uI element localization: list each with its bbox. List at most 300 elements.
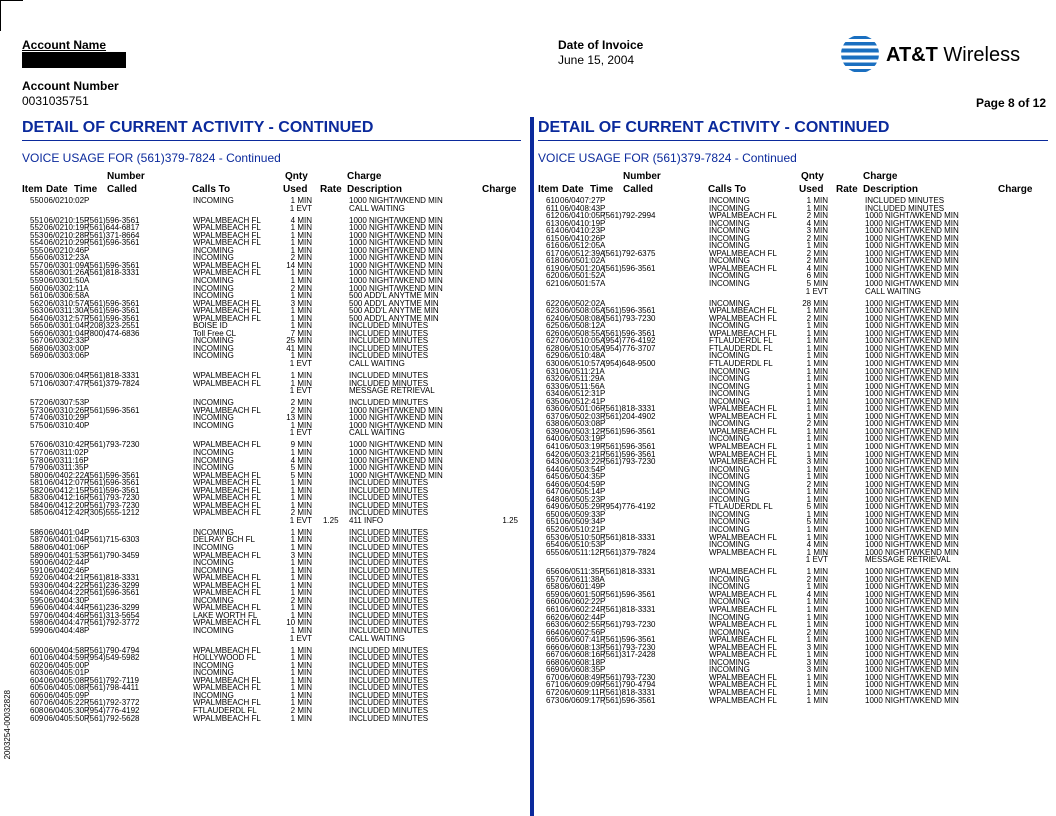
cell-date: 06/05 — [560, 434, 581, 444]
col-rate: Rate — [320, 184, 342, 195]
cell-time: 02:11A — [64, 283, 89, 293]
cell-calls-to: INCOMING — [193, 283, 234, 293]
cell-calls-to: INCOMING — [709, 256, 750, 266]
cell-item: 593 — [30, 580, 44, 590]
cell-called-number: (561)792-3772 — [87, 618, 140, 628]
cell-time: 02:55P — [580, 620, 606, 630]
cell-called-number: (561)818-3331 — [603, 604, 656, 614]
cell-date: 06/04 — [560, 211, 581, 221]
cell-item: 636 — [546, 404, 560, 414]
cell-qty-used: 1 MIN — [290, 447, 312, 457]
cell-called-number: (561)596-3561 — [603, 589, 656, 599]
cell-date: 06/03 — [44, 371, 65, 381]
cell-date: 06/04 — [44, 580, 65, 590]
cell-item: 561 — [30, 291, 44, 301]
cell-called-number: (561)793-7230 — [87, 440, 140, 450]
cell-description: INCLUDED MINUTES — [349, 690, 429, 700]
cell-qty-used: 1 MIN — [806, 532, 828, 542]
cell-time: 01:04P — [64, 535, 90, 545]
cell-calls-to: INCOMING — [709, 657, 750, 667]
cell-calls-to: INCOMING — [193, 447, 234, 457]
right-section-rule — [538, 140, 1048, 141]
cell-calls-to: INCOMING — [193, 343, 234, 353]
cell-item: 672 — [546, 688, 560, 697]
cell-description: 1000 NIGHT/WKEND MIN — [349, 223, 443, 233]
cell-date: 06/05 — [560, 411, 581, 421]
cell-time: 12:15P — [64, 485, 90, 495]
cell-item: 633 — [546, 381, 560, 391]
cell-qty-used: 2 MIN — [806, 211, 828, 221]
cell-date: 06/06 — [560, 627, 581, 637]
cell-item: 615 — [546, 233, 560, 243]
cell-description: 1000 NIGHT/WKEND MIN — [865, 306, 959, 316]
cell-item: 591 — [30, 565, 44, 575]
cell-description: INCLUDED MINUTES — [349, 645, 429, 655]
cell-date: 06/04 — [44, 610, 65, 620]
cell-item: 656 — [546, 567, 560, 577]
cell-time: 05:50P — [64, 713, 90, 723]
cell-qty-used: 1 MIN — [290, 675, 312, 685]
cell-qty-used: 2 MIN — [290, 253, 312, 263]
cell-qty-used: 1 MIN — [806, 336, 828, 346]
cell-qty-used: 1 MIN — [806, 381, 828, 391]
cell-qty-used: 1 MIN — [290, 543, 312, 553]
cell-called-number: (561)379-7824 — [87, 378, 140, 388]
cell-calls-to: WPALMBEACH FL — [193, 683, 261, 693]
table-row — [22, 654, 522, 662]
cell-qty-used: 1 MIN — [806, 635, 828, 645]
col-charge: Charge — [482, 184, 517, 195]
cell-description: 1000 NIGHT/WKEND MIN — [349, 463, 443, 473]
cell-qty-used: 2 MIN — [806, 627, 828, 637]
cell-date: 06/03 — [44, 455, 65, 465]
cell-date: 06/06 — [560, 574, 581, 584]
cell-calls-to: WPALMBEACH FL — [709, 404, 777, 414]
cell-calls-to: INCOMING — [709, 479, 750, 489]
cell-calls-to: WPALMBEACH FL — [193, 588, 261, 598]
cell-time: 09:33P — [580, 509, 606, 519]
cell-time: 10:19P — [64, 223, 90, 233]
col-charge-top: Charge — [863, 171, 898, 182]
cell-called-number: (561)792-6375 — [603, 248, 656, 258]
cell-time: 03:00P — [64, 343, 90, 353]
cell-item: 612 — [546, 211, 560, 221]
cell-calls-to: INCOMING — [709, 419, 750, 429]
cell-item: 602 — [30, 660, 44, 670]
cell-date: 06/04 — [560, 218, 581, 228]
cell-time: 10:53P — [580, 540, 606, 550]
cell-calls-to: INCOMING — [193, 420, 234, 430]
cell-item: 568 — [30, 343, 44, 353]
cell-called-number: (561)596-3561 — [87, 478, 140, 488]
table-row — [538, 272, 1038, 280]
cell-description: 1000 NIGHT/WKEND MIN — [865, 650, 959, 660]
cell-calls-to: WPALMBEACH FL — [193, 550, 261, 560]
cell-time: 10:26P — [64, 405, 90, 415]
cell-called-number: (561)644-6817 — [87, 223, 140, 233]
cell-calls-to: WPALMBEACH FL — [193, 268, 261, 278]
cell-item: 595 — [30, 595, 44, 605]
cell-date: 06/06 — [560, 604, 581, 614]
cell-description: INCLUDED MINUTES — [349, 371, 429, 381]
cell-item: 628 — [546, 343, 560, 353]
table-subrow — [22, 635, 522, 643]
cell-description: 1000 NIGHT/WKEND MIN — [349, 470, 443, 480]
cell-description: CALL WAITING — [349, 203, 405, 213]
cell-qty-used: 1 MIN — [290, 493, 312, 503]
cell-called-number: (561)715-6303 — [87, 535, 140, 545]
cell-item: 580 — [30, 470, 44, 480]
table-subrow — [22, 387, 522, 395]
cell-called-number: (561)371-8664 — [87, 230, 140, 240]
cell-date: 06/03 — [44, 405, 65, 415]
cell-description: 1000 NIGHT/WKEND MIN — [865, 620, 959, 630]
cell-item: 605 — [30, 683, 44, 693]
cell-description: 1000 NIGHT/WKEND MIN — [865, 657, 959, 667]
cell-qty-used: 1 EVT — [289, 428, 312, 438]
col-description: Description — [863, 184, 919, 195]
cell-description: 1000 NIGHT/WKEND MIN — [865, 672, 959, 682]
cell-description: CALL WAITING — [349, 428, 405, 438]
cell-time: 05:14P — [580, 487, 606, 497]
cell-qty-used: 1 MIN — [806, 567, 828, 577]
cell-date: 06/04 — [560, 196, 581, 205]
cell-time: 08:13P — [580, 642, 606, 652]
cell-date: 06/04 — [44, 618, 65, 628]
col-time: Time — [590, 184, 614, 195]
cell-calls-to: WPALMBEACH FL — [193, 223, 261, 233]
cell-calls-to: BOISE ID — [193, 321, 228, 331]
cell-time: 08:08A — [580, 313, 606, 323]
cell-qty-used: 1 MIN — [290, 291, 312, 301]
cell-description: 1000 NIGHT/WKEND MIN — [865, 343, 959, 353]
cell-item: 551 — [30, 215, 44, 225]
cell-time: 12:41P — [580, 396, 606, 406]
cell-description: 1000 NIGHT/WKEND MIN — [865, 457, 959, 467]
cell-time: 10:29P — [64, 413, 90, 423]
cell-description: 1000 NIGHT/WKEND MIN — [865, 396, 959, 406]
table-row — [538, 413, 1038, 421]
cell-item: 640 — [546, 434, 560, 444]
cell-date: 06/05 — [560, 321, 581, 331]
cell-calls-to: WPALMBEACH FL — [193, 440, 261, 450]
cell-qty-used: 14 MIN — [286, 260, 312, 270]
cell-item: 608 — [30, 706, 44, 715]
cell-qty-used: 6 MIN — [806, 271, 828, 281]
cell-description: 1000 NIGHT/WKEND MIN — [865, 313, 959, 323]
table-subrow — [22, 205, 522, 213]
cell-description: INCLUDED MINUTES — [349, 550, 429, 560]
cell-time: 03:19P — [580, 434, 606, 444]
table-row — [538, 651, 1038, 659]
cell-description: 1000 NIGHT/WKEND MIN — [865, 567, 959, 577]
cell-date: 06/03 — [44, 275, 65, 285]
cell-calls-to: WPALMBEACH FL — [709, 642, 777, 652]
cell-called-number: (561)792-5628 — [87, 713, 140, 723]
cell-description: 1000 NIGHT/WKEND MIN — [865, 532, 959, 542]
cell-called-number: (561)379-7824 — [603, 547, 656, 557]
cell-time: 09:17P — [580, 695, 606, 705]
cell-qty-used: 1 MIN — [290, 478, 312, 488]
cell-item: 570 — [30, 371, 44, 381]
cell-qty-used: 1 MIN — [806, 509, 828, 519]
cell-called-number: (208)323-2551 — [87, 321, 140, 331]
cell-qty-used: 1 MIN — [806, 389, 828, 399]
cell-time: 10:40P — [64, 420, 90, 430]
cell-time: 01:06P — [64, 543, 90, 553]
cell-time: 02:22A — [64, 470, 90, 480]
cell-date: 06/05 — [560, 271, 581, 281]
cell-description: 1000 NIGHT/WKEND MIN — [865, 642, 959, 652]
table-row — [538, 345, 1038, 353]
cell-description: 1000 NIGHT/WKEND MIN — [865, 665, 959, 675]
cell-qty-used: 1 MIN — [290, 580, 312, 590]
cell-date: 06/05 — [560, 426, 581, 436]
cell-date: 06/04 — [44, 565, 65, 575]
cell-qty-used: 1 MIN — [806, 680, 828, 690]
cell-description: INCLUDED MINUTES — [349, 660, 429, 670]
cell-time: 04:21P — [64, 573, 90, 583]
cell-item: 583 — [30, 493, 44, 503]
cell-qty-used: 1 MIN — [806, 411, 828, 421]
cell-date: 06/05 — [560, 419, 581, 429]
cell-calls-to: WPALMBEACH FL — [709, 248, 777, 258]
cell-time: 05:08P — [64, 675, 90, 685]
cell-date: 06/04 — [560, 233, 581, 243]
cell-date: 06/05 — [560, 509, 581, 519]
cell-qty-used: 2 MIN — [290, 508, 312, 518]
cell-item: 657 — [546, 574, 560, 584]
cell-time: 07:53P — [64, 398, 90, 408]
cell-qty-used: 5 MIN — [806, 502, 828, 512]
cell-item: 610 — [546, 196, 560, 205]
cell-description: INCLUDED MINUTES — [349, 610, 429, 620]
cell-description: 1000 NIGHT/WKEND MIN — [865, 279, 959, 289]
cell-date: 06/06 — [560, 650, 581, 660]
cell-time: 10:57A — [64, 298, 90, 308]
cell-item: 643 — [546, 457, 560, 467]
cell-qty-used: 5 MIN — [806, 279, 828, 289]
cell-item: 564 — [30, 313, 44, 323]
cell-called-number: (561)596-3561 — [603, 449, 656, 459]
cell-called-number: (561)596-3561 — [603, 635, 656, 645]
cell-date: 06/03 — [44, 298, 65, 308]
cell-calls-to: WPALMBEACH FL — [709, 313, 777, 323]
cell-time: 12:42P — [64, 508, 90, 518]
cell-item: 649 — [546, 502, 560, 512]
table-row — [22, 269, 522, 277]
cell-qty-used: 1 MIN — [806, 494, 828, 504]
cell-description: 1000 NIGHT/WKEND MIN — [349, 440, 443, 450]
cell-called-number: (561)596-3561 — [603, 442, 656, 451]
cell-item: 598 — [30, 618, 44, 628]
cell-item: 574 — [30, 413, 44, 423]
cell-time: 10:05A — [580, 343, 606, 353]
cell-qty-used: 4 MIN — [290, 455, 312, 465]
cell-item: 648 — [546, 494, 560, 504]
cell-qty-used: 1 MIN — [806, 321, 828, 331]
cell-calls-to: Toll Free CL — [193, 328, 237, 338]
cell-date: 06/05 — [560, 241, 581, 251]
cell-time: 05:00P — [64, 660, 90, 670]
cell-qty-used: 1 MIN — [806, 695, 828, 705]
cell-time: 04:48P — [64, 626, 90, 636]
cell-date: 06/04 — [44, 558, 65, 568]
cell-date: 06/04 — [44, 690, 65, 700]
cell-item: 653 — [546, 532, 560, 542]
table-row — [538, 591, 1038, 599]
cell-item: 571 — [30, 378, 44, 388]
cell-date: 06/06 — [560, 620, 581, 630]
cell-date: 06/05 — [560, 457, 581, 467]
cell-description: 1000 NIGHT/WKEND MIN — [865, 411, 959, 421]
cell-called-number: (561)596-3561 — [603, 263, 656, 273]
cell-description: 1000 NIGHT/WKEND MIN — [349, 260, 443, 270]
table-row — [22, 589, 522, 597]
cell-called-number: (561)798-4411 — [87, 683, 139, 693]
cell-calls-to: WPALMBEACH FL — [193, 298, 261, 308]
cell-calls-to: WPALMBEACH FL — [709, 620, 777, 630]
cell-qty-used: 1 MIN — [290, 698, 312, 708]
cell-calls-to: WPALMBEACH FL — [193, 238, 261, 248]
cell-description: 1000 NIGHT/WKEND MIN — [865, 604, 959, 614]
cell-called-number: (561)790-4794 — [87, 645, 140, 655]
cell-qty-used: 1 MIN — [290, 313, 312, 323]
cell-calls-to: WPALMBEACH FL — [193, 500, 261, 510]
cell-time: 04:46P — [64, 610, 90, 620]
cell-time: 08:16P — [580, 650, 606, 660]
cell-description: 1000 NIGHT/WKEND MIN — [865, 336, 959, 346]
invoice-date: June 15, 2004 — [558, 53, 635, 67]
cell-item: 658 — [546, 582, 560, 592]
col-date: Date — [46, 184, 68, 195]
cell-description: 1000 NIGHT/WKEND MIN — [865, 494, 959, 504]
cell-date: 06/06 — [560, 657, 581, 667]
cell-calls-to: INCOMING — [193, 527, 234, 537]
cell-qty-used: 3 MIN — [806, 657, 828, 667]
table-row — [22, 441, 522, 449]
cell-calls-to: INCOMING — [709, 612, 750, 622]
cell-item: 618 — [546, 256, 560, 266]
table-row — [22, 277, 522, 285]
account-name-label: Account Name — [22, 38, 107, 52]
cell-qty-used: 1 EVT — [289, 515, 312, 525]
cell-description: INCLUDED MINUTES — [349, 653, 429, 663]
cell-calls-to: WPALMBEACH FL — [193, 230, 261, 240]
cell-qty-used: 1 EVT — [805, 286, 828, 296]
cell-date: 06/04 — [44, 675, 65, 685]
cell-called-number: (561)792-2994 — [603, 211, 656, 221]
table-row — [538, 576, 1038, 584]
cell-qty-used: 2 MIN — [806, 419, 828, 429]
page-number: Page 8 of 12 — [975, 96, 1046, 110]
cell-called-number: (561)596-3561 — [87, 405, 140, 415]
cell-item: 586 — [30, 527, 44, 537]
cell-date: 06/05 — [560, 358, 581, 368]
col-called: Called — [107, 184, 138, 195]
cell-date: 06/05 — [560, 487, 581, 497]
cell-calls-to: INCOMING — [709, 374, 750, 384]
table-row — [538, 250, 1038, 258]
table-row — [538, 511, 1038, 519]
table-row — [538, 549, 1038, 557]
cell-calls-to: INCOMING — [709, 525, 750, 535]
table-row — [538, 390, 1038, 398]
cell-calls-to: HOLLYWOOD FL — [193, 653, 256, 663]
cell-calls-to: INCOMING — [709, 196, 750, 205]
cell-date: 06/04 — [44, 603, 65, 613]
cell-item: 662 — [546, 612, 560, 622]
cell-description: 411 INFO — [349, 515, 384, 525]
cell-date: 06/04 — [44, 626, 65, 636]
cell-calls-to: WPALMBEACH FL — [193, 645, 261, 655]
cell-calls-to: WPALMBEACH FL — [709, 328, 777, 338]
cell-date: 06/03 — [44, 351, 65, 361]
cell-time: 11:21A — [580, 366, 605, 376]
right-usage-rows — [538, 197, 1038, 704]
table-row — [22, 662, 522, 670]
cell-item: 600 — [30, 645, 44, 655]
cell-date: 06/05 — [560, 313, 581, 323]
cell-item: 614 — [546, 226, 560, 236]
cell-qty-used: 1 MIN — [290, 645, 312, 655]
cell-date: 06/04 — [560, 203, 581, 213]
cell-description: 1000 NIGHT/WKEND MIN — [865, 479, 959, 489]
table-row — [538, 568, 1038, 576]
cell-item: 646 — [546, 479, 560, 489]
cell-qty-used: 1 MIN — [290, 588, 312, 598]
cell-item: 637 — [546, 411, 560, 421]
cell-description: 1000 NIGHT/WKEND MIN — [865, 627, 959, 637]
cell-calls-to: INCOMING — [193, 690, 234, 700]
cell-calls-to: WPALMBEACH FL — [193, 618, 261, 628]
cell-item: 669 — [546, 665, 560, 675]
cell-description: CALL WAITING — [349, 358, 405, 368]
cell-called-number: (954)776-3707 — [603, 343, 656, 353]
cell-calls-to: INCOMING — [193, 660, 234, 670]
cell-time: 01:04P — [64, 527, 90, 537]
cell-qty-used: 1 MIN — [290, 196, 312, 205]
cell-item: 617 — [546, 248, 560, 258]
cell-time: 05:22P — [64, 698, 90, 708]
cell-qty-used: 1 EVT — [289, 358, 312, 368]
cell-item: 665 — [546, 635, 560, 645]
cell-time: 07:47P — [64, 378, 90, 388]
cell-qty-used: 25 MIN — [286, 336, 312, 346]
table-subrow — [22, 517, 522, 525]
cell-qty-used: 1 MIN — [806, 426, 828, 436]
cell-date: 06/06 — [560, 597, 581, 607]
cell-calls-to: INCOMING — [193, 336, 234, 346]
cell-description: 1000 NIGHT/WKEND MIN — [349, 447, 443, 457]
cell-qty-used: 1 MIN — [806, 464, 828, 474]
table-row — [22, 337, 522, 345]
cell-description: INCLUDED MINUTES — [349, 328, 429, 338]
cell-item: 622 — [546, 298, 560, 308]
cell-item: 625 — [546, 321, 560, 331]
cell-qty-used: 1 MIN — [290, 500, 312, 510]
cell-calls-to: INCOMING — [709, 494, 750, 504]
cell-item: 634 — [546, 389, 560, 399]
cell-qty-used: 1 MIN — [290, 653, 312, 663]
cell-description: INCLUDED MINUTES — [349, 675, 429, 685]
cell-description: 1000 NIGHT/WKEND MIN — [865, 635, 959, 645]
cell-item: 560 — [30, 283, 44, 293]
cell-qty-used: 1 MIN — [290, 378, 312, 388]
cell-qty-used: 1 EVT — [289, 633, 312, 643]
cell-qty-used: 1 MIN — [806, 442, 828, 451]
cell-time: 02:33P — [64, 336, 90, 346]
